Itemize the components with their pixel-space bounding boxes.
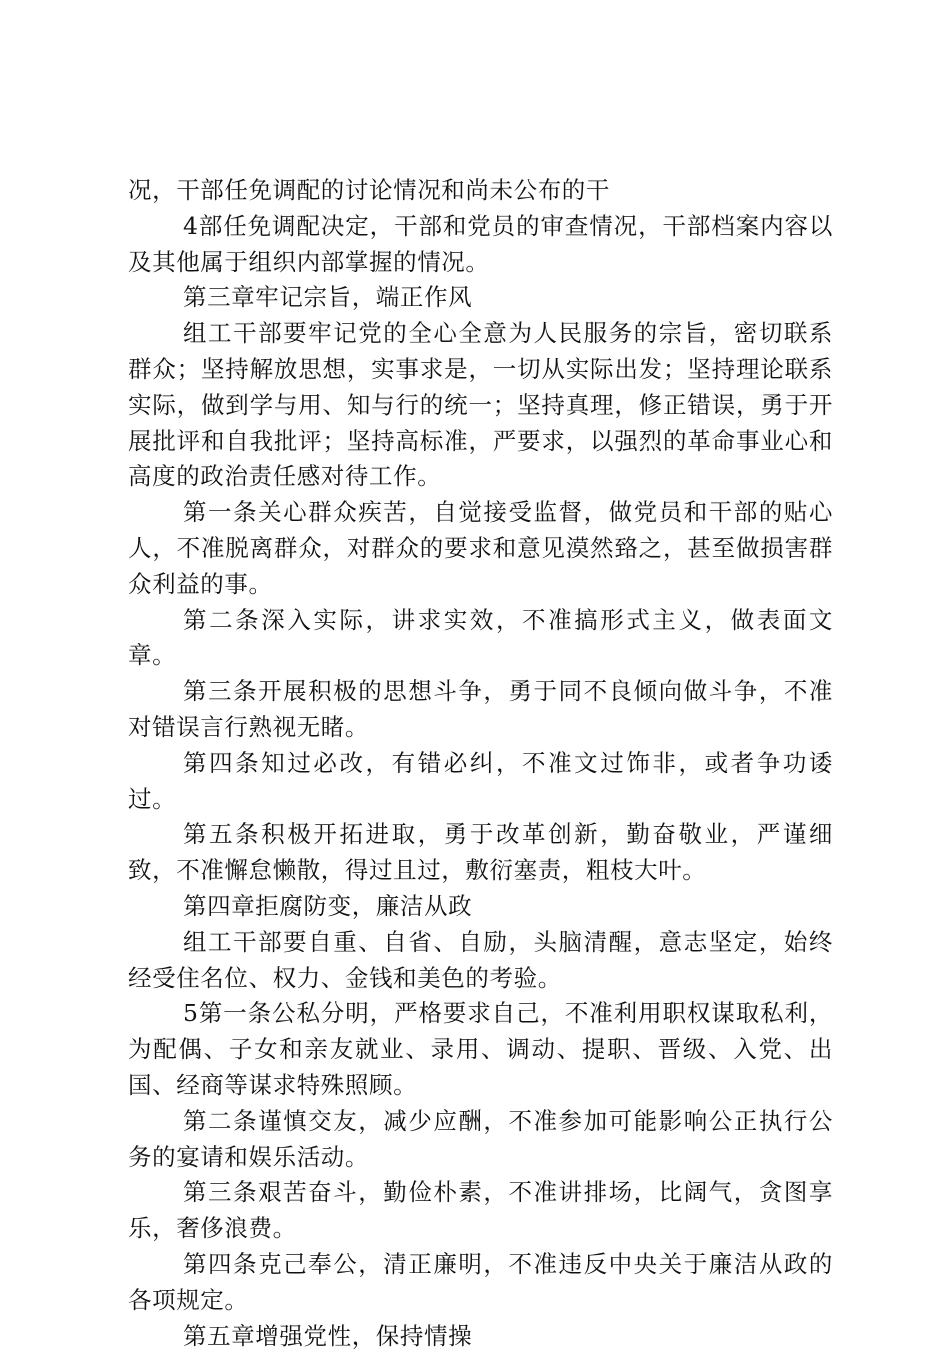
paragraph: 组工干部要牢记党的全心全意为人民服务的宗旨，密切联系群众；坚持解放思想，实事求是，一切从实际出发；坚持理论联系实际，做到学与用、知与行的统一；坚持真理，修正错误，勇于开展批评和自我批评；坚持高标准，严要求，以强烈的革命事业心和高度的政治责任感对待工作。: [128, 316, 833, 495]
article-paragraph: 第五条积极开拓进取，勇于改革创新，勤奋敬业，严谨细致，不准懈怠懒散，得过且过，敷衍塞责，粗枝大叶。: [128, 817, 833, 889]
document-body: [128, 173, 833, 1354]
article-paragraph: 第四条克己奉公，清正廉明，不准违反中央关于廉洁从政的各项规定。: [128, 1247, 833, 1319]
chapter-heading: 第四章拒腐防变，廉洁从政: [128, 889, 833, 925]
paragraph: 组工干部要自重、自省、自励，头脑清醒，意志坚定，始终经受住名位、权力、金钱和美色的考验。: [128, 925, 833, 997]
chapter-heading: 第三章牢记宗旨，端正作风: [128, 280, 833, 316]
paragraph: 4部任免调配决定，干部和党员的审查情况，干部档案内容以及其他属于组织内部掌握的情况。: [128, 209, 833, 281]
article-paragraph: 第二条深入实际，讲求实效，不准搞形式主义，做表面文章。: [128, 603, 833, 675]
article-paragraph: 第三条开展积极的思想斗争，勇于同不良倾向做斗争，不准对错误言行熟视无睹。: [128, 674, 833, 746]
article-paragraph: 第一条关心群众疾苦，自觉接受监督，做党员和干部的贴心人，不准脱离群众，对群众的要求和意见漠然臵之，甚至做损害群众利益的事。: [128, 495, 833, 602]
article-paragraph: 第三条艰苦奋斗，勤俭朴素，不准讲排场，比阔气，贪图享乐，奢侈浪费。: [128, 1175, 833, 1247]
article-paragraph: 第四条知过必改，有错必纠，不准文过饰非，或者争功诿过。: [128, 746, 833, 818]
article-paragraph: 5第一条公私分明，严格要求自己，不准利用职权谋取私利，为配偶、子女和亲友就业、录用、调动、提职、晋级、入党、出国、经商等谋求特殊照顾。: [128, 996, 833, 1103]
chapter-heading: 第五章增强党性，保持情操: [128, 1319, 833, 1354]
article-paragraph: 第二条谨慎交友，减少应酬，不准参加可能影响公正执行公务的宴请和娱乐活动。: [128, 1104, 833, 1176]
paragraph-continuation: 况，干部任免调配的讨论情况和尚未公布的干: [128, 173, 833, 209]
